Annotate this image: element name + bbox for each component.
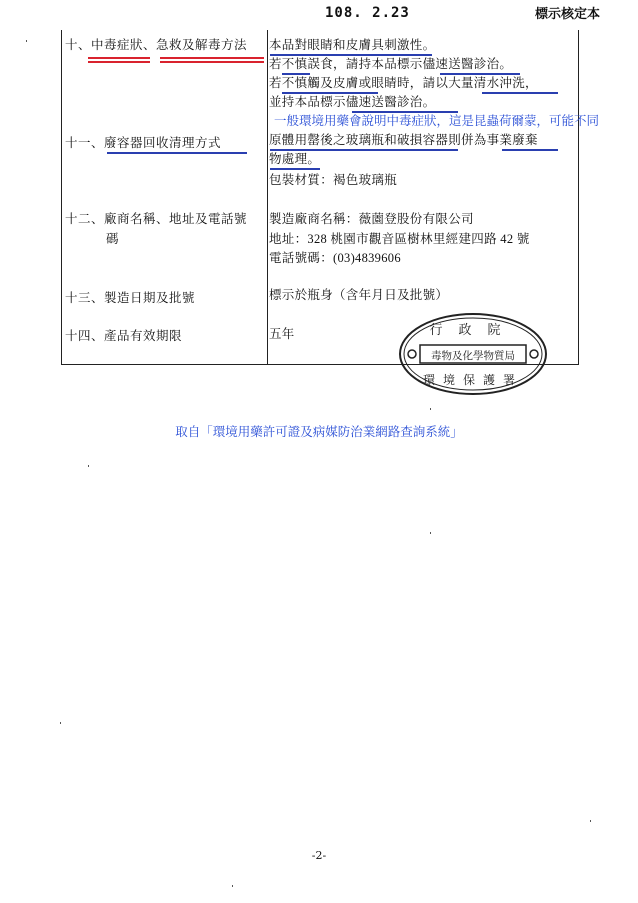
seal-left-emblem: [408, 350, 416, 358]
scan-speck: [590, 820, 591, 822]
red-underline-symptoms: [88, 57, 150, 59]
poisoning-line-1: 本品對眼睛和皮膚具刺激性。: [269, 37, 436, 52]
blue-underline-irritation: [270, 54, 432, 56]
red-underline-firstaid-2: [160, 61, 264, 63]
manufacture-date-value: 標示於瓶身（含年月日及批號）: [269, 287, 449, 302]
scan-speck: [26, 40, 27, 42]
poisoning-line-2: 若不慎誤食，請持本品標示儘速送醫診治。: [269, 56, 513, 71]
page-number: -2-: [311, 849, 327, 862]
manufacturer-phone: 電話號碼：(03)4839606: [269, 251, 401, 265]
seal-right-emblem: [530, 350, 538, 358]
approval-stamp: 標示核定本: [535, 7, 601, 22]
poisoning-line-4: 並持本品標示儘速送醫診治。: [269, 94, 436, 109]
blue-underline-container: [270, 149, 458, 151]
scan-speck: [60, 722, 61, 724]
blue-underline-rinse: [482, 92, 558, 94]
seal-top-text: 行政院: [429, 323, 517, 338]
blue-underline-ingestion: [282, 73, 310, 75]
row-label-manufacture-date: 十三、製造日期及批號: [65, 290, 196, 305]
red-underline-symptoms-2: [88, 61, 150, 63]
annotation-note: 一般環境用藥會說明中毒症狀，這是昆蟲荷爾蒙，可能不同: [274, 114, 600, 128]
scan-speck: [430, 532, 431, 534]
row-label-poisoning: 十、中毒症狀、急救及解毒方法: [65, 37, 248, 52]
source-citation: 取自「環境用藥許可證及病媒防治業網路查詢系統」: [175, 425, 463, 439]
blue-underline-contact: [282, 92, 378, 94]
row-label-container-disposal: 十一、廢容器回收清理方式: [65, 135, 222, 150]
manufacturer-name: 製造廠商名稱：薇薗登股份有限公司: [269, 211, 474, 226]
expiry-value: 五年: [269, 326, 295, 341]
scan-speck: [88, 465, 89, 467]
column-divider: [267, 30, 268, 364]
disposal-line-1: 原體用罄後之玻璃瓶和破損容器則併為事業廢棄: [269, 132, 538, 147]
disposal-line-2: 物處理。: [269, 151, 321, 166]
row-label-manufacturer-cont: 碼: [106, 231, 120, 246]
poisoning-line-3: 若不慎觸及皮膚或眼睛時，請以大量清水沖洗，: [269, 75, 538, 90]
blue-underline-treatment: [270, 168, 320, 170]
row-label-manufacturer: 十二、廠商名稱、地址及電話號: [65, 211, 248, 226]
scan-speck: [232, 885, 233, 887]
date-stamp: 108. 2.23: [325, 5, 410, 21]
disposal-line-3: 包裝材質：褐色玻璃瓶: [269, 172, 398, 187]
blue-underline-doctor-2: [352, 111, 458, 113]
row-label-expiry: 十四、產品有效期限: [65, 328, 183, 343]
red-underline-firstaid: [160, 57, 264, 59]
manufacturer-address: 地址：328 桃園市觀音區樹林里經建四路 42 號: [269, 232, 530, 246]
seal-center-text: 毒物及化學物質局: [431, 350, 515, 362]
blue-underline-doctor: [440, 73, 520, 75]
seal-bottom-text: 環境保護署: [422, 373, 524, 387]
blue-underline-disposal-label: [107, 152, 247, 154]
scan-speck: [430, 408, 431, 410]
official-seal: [398, 312, 548, 396]
blue-underline-waste: [502, 149, 558, 151]
